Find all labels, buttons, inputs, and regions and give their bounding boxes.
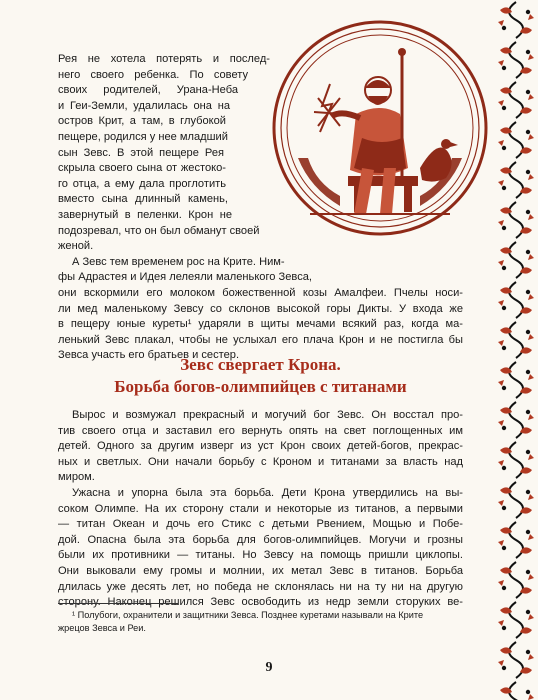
text-line: сторону. Наконец решился Зевс освободить из недр земли сторуких ве- — [58, 596, 463, 609]
text-line: фы Адрастея и Идея лелеяли маленького Зевса, — [58, 271, 312, 284]
text-line: Ужасна и упорна была эта борьба. Дети Крона утвердились на вы- — [72, 486, 463, 499]
text-line: тив своего отца и заставил его вернуть опять на свет поглощенных им — [58, 424, 463, 437]
intro-paragraph — [58, 52, 463, 364]
text-line: — титан Океан и дочь его Стикс с детьми Рвением, Мощью и Побе- — [58, 518, 463, 531]
text-line: го отца, а ему дала проглотить — [58, 177, 226, 190]
text-line: своих родителей, Урана-Неба — [58, 84, 238, 97]
text-line: Зевса участь его братьев и сестер. — [58, 349, 240, 362]
text-line: ли мед маленькому Зевсу со склонов высокой горы Дикты. У входа же — [58, 302, 463, 315]
text-line: скрыла своего сына от жестоко- — [58, 162, 226, 175]
page-number: 9 — [265, 660, 273, 675]
text-line: были их противники — титаны. Но Зевсу на помощь пришли циклопы. — [58, 549, 463, 562]
text-line: ленький Зевс плакал, чтобы не услыхал его плача Крон и не постигла бы — [58, 333, 463, 346]
text-line: завернутый в пеленки. Крон не — [58, 208, 232, 221]
footnote — [58, 609, 463, 635]
text-line: и Геи-Земли, удалилась она на — [58, 99, 230, 112]
text-line: соком Олимпе. На их сторону стали и некоторые из титанов, а первыми — [58, 502, 463, 515]
text-line: подозревал, что он был обманут своей — [58, 224, 260, 237]
text-line: детей. Одного за другим изверг из уст Крон своих детей-богов, прекрас- — [58, 440, 463, 453]
section-heading-line: Борьба богов-олимпийцев с титанами — [114, 377, 407, 396]
text-line: остров Крит, а там, в глубокой — [58, 115, 226, 128]
text-line: Вырос и возмужал прекрасный и могучий бог Зевс. Он восстал про- — [72, 409, 463, 421]
text-line: длилась уже десять лет, но победа не склонялась ни на ту ни на другую — [58, 580, 463, 593]
text-line: сын Зевс. В этой пещере Рея — [58, 146, 224, 159]
footnote-divider — [58, 603, 178, 604]
section-heading-line: Зевс свергает Крона. — [180, 355, 341, 374]
text-line: Рея не хотела потерять и послед- — [58, 53, 270, 65]
text-line: дой. Опасна была эта борьба для богов-олимпийцев. Могучи и грозны — [58, 533, 463, 546]
footnote-line: жрецов Зевса и Реи. — [58, 623, 146, 633]
text-line: миром. — [58, 471, 95, 484]
section-heading — [58, 354, 463, 398]
text-line: него своего ребенка. По совету — [58, 68, 248, 81]
text-line: А Зевс тем временем рос на Крите. Ним- — [72, 255, 285, 268]
text-line: ных и светлых. Они начали борьбу с Кроном и титанами за власть над — [58, 455, 463, 468]
text-line: пещере, родился у нее младший — [58, 130, 228, 143]
text-line: они вскормили его молоком божественной козы Амалфеи. Пчелы носи- — [58, 286, 463, 299]
ornamental-border — [494, 0, 538, 700]
footnote-line: ¹ Полубоги, охранители и защитники Зевса. Позднее куретами называли на Крите — [72, 610, 424, 620]
text-line: в пещеру юные куреты¹ ударяли в щиты мечами всякий раз, когда ма- — [58, 318, 463, 331]
body-text — [58, 408, 463, 611]
text-line: Они выковали ему громы и молнии, их метал Зевс в титанов. Борьба — [58, 564, 463, 577]
text-line: вместо сына длинный камень, — [58, 193, 228, 206]
text-line: женой. — [58, 240, 94, 253]
